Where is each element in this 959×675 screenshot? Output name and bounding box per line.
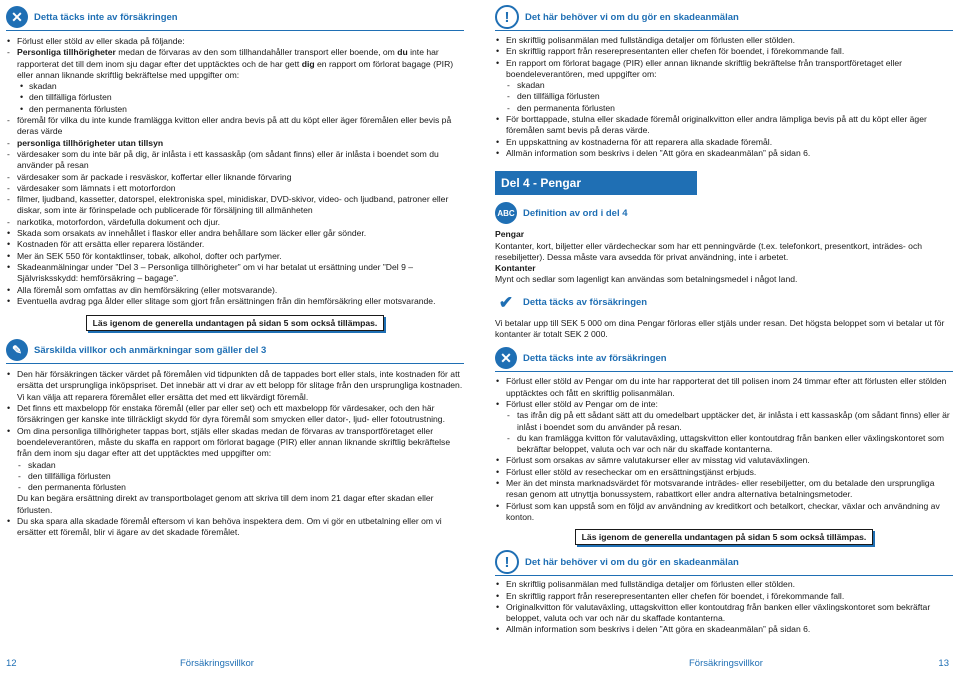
special-conditions-list <box>6 369 464 459</box>
list-item: • En rapport om förlorat bagage (PIR) eller annan liknande skriftlig bekräftelse från transportföretaget eller boendeleverantören, med uppgifter om: <box>495 58 953 81</box>
special-conditions-header <box>6 337 464 364</box>
list-item: • Allmän information som beskrivs i delen ”Att göra en skadeanmälan” på sidan 6. <box>495 624 953 635</box>
list-item: • En uppskattning av kostnaderna för att reparera alla skadade föremål. <box>495 137 953 148</box>
list-item: • Skadeanmälningar under ”Del 3 – Personliga tillhörigheter” om vi har betalat ut ersättning under ”Del 9 – Självrisksskydd: hemförsäkring – bagage”. <box>6 262 464 285</box>
claim-needs-list-2 <box>495 114 953 159</box>
term-pengar: Pengar <box>495 229 525 240</box>
list-item: - du kan framlägga kvitton för valutaväxling, uttagskvitton eller kontoutdrag från banken eller växlingskontoret som bekräftar beloppet, valuta och var och när du skaffade kontanterna. <box>506 433 953 456</box>
x-icon: ✕ <box>495 347 517 369</box>
list-item: • Den här försäkringen täcker värdet på föremålen vid tidpunkten då de tappades bort eller stals, inte kostnaden för att ersätta det ursprungliga inköpspriset. Det innebär att vi drar av ett belopp för slitage från den ursprungliga kostnaden. Vi kan välja att reparera föremålet eller ersätta det med ett likvärdigt föremål. <box>6 369 464 403</box>
header-title: Detta täcks inte av försäkringen <box>34 11 178 23</box>
not-covered-list <box>6 36 464 47</box>
list-item: • den permanenta förlusten <box>17 104 464 115</box>
list-item: • Förlust som kan uppstå som en följd av användning av kreditkort och betalkort, checkar, växlar och användning av konton. <box>495 501 953 524</box>
header-title: Särskilda villkor och anmärkningar som gäller del 3 <box>34 344 267 356</box>
definition-pengar: Kontanter, kort, biljetter eller värdecheckar som har ett penningvärde (t.ex. telefonkort, presentkort, inträdes- och resebiljetter). Dessa måste vara avsedda för privat användning, inte i arbetet. <box>495 240 923 262</box>
list-item: • Originalkvitton för valutaväxling, uttagskvitton eller kontoutdrag från banken eller växlingskontoret som bekräftar beloppet, valuta och var och när du skaffade kontanterna. <box>495 602 953 625</box>
list-item: • För borttappade, stulna eller skadade föremål originalkvitton eller andra lämpliga bevis på att du köpt eller äger föremålen samt bevis på deras värde. <box>495 114 953 137</box>
abc-icon: ABC <box>495 202 517 224</box>
pen-icon: ✎ <box>6 339 28 361</box>
list-item: - föremål för vilka du inte kunde framlägga kvitton eller andra bevis på att du köpt eller äger föremålen eller bevis på deras värde <box>6 115 464 138</box>
special-after-text: Du kan begära ersättning direkt av transportbolaget genom att skriva till dem inom 21 dagar efter skadan eller förlusten. <box>17 493 434 515</box>
header-title: Detta täcks av försäkringen <box>523 297 648 309</box>
x-icon: ✕ <box>6 6 28 28</box>
left-page <box>0 0 470 675</box>
page-number: 12 <box>6 658 17 669</box>
claim-needs-header <box>495 4 953 31</box>
definition-kontanter: Mynt och sedlar som lagenligt kan användas som betalningsmedel i något land. <box>495 274 798 285</box>
definitions-header <box>495 200 953 226</box>
list-item: • den tillfälliga förlusten <box>17 92 464 103</box>
list-item: - skadan <box>506 80 953 91</box>
list-item: • Förlust eller stöld av eller skada på följande: <box>6 36 464 47</box>
list-item: • Förlust eller stöld av resecheckar om en ersättningstjänst erbjuds. <box>495 467 953 478</box>
header-title: Detta täcks inte av försäkringen <box>523 352 667 364</box>
not-covered-list-3 <box>495 455 953 523</box>
not-covered-header-2 <box>495 345 953 372</box>
check-icon: ✔ <box>495 292 517 314</box>
covered-header <box>495 290 953 316</box>
special-last-list <box>6 516 464 539</box>
exclamation-icon: ! <box>495 5 519 29</box>
list-item: • Mer än det minsta marknadsvärdet för motsvarande inträdes- eller resebiljetter, om du betalade den ursprungliga resan genom att utnyttja bonussystem, rabattkort eller andra alternativa betalningsmetoder. <box>495 478 953 501</box>
list-item: • Allmän information som beskrivs i delen ”Att göra en skadeanmälan” på sidan 6. <box>495 148 953 159</box>
list-item: • skadan <box>17 81 464 92</box>
header-title: Definition av ord i del 4 <box>523 207 628 219</box>
claim-needs-sub-list <box>495 80 953 114</box>
list-item: - värdesaker som du inte bär på dig, är inlåsta i ett kassaskåp (om sådant finns) eller är inlåsta i boendet som du använder på resan <box>6 149 464 172</box>
header-title: Det här behöver vi om du gör en skadeanmälan <box>525 556 739 568</box>
list-item: • Förlust eller stöld av Pengar om de inte: <box>495 399 953 410</box>
dash-list-2 <box>6 115 464 228</box>
list-item: • Du ska spara alla skadade föremål eftersom vi kan behöva inspektera dem. Om vi gör en utbetalning eller om vi ersätter ett föremål, blir vi ägare av det skadade föremålet. <box>6 516 464 539</box>
page-number: 13 <box>938 658 949 669</box>
list-item: - den permanenta förlusten <box>506 103 953 114</box>
claim-needs-list <box>495 35 953 80</box>
list-item: - den tillfälliga förlusten <box>17 471 464 482</box>
list-item: - skadan <box>17 460 464 471</box>
list-item: • En skriftlig polisanmälan med fullständiga detaljer om förlusten eller stölden. <box>495 579 953 590</box>
dash-list <box>6 47 464 81</box>
header-title: Det här behöver vi om du gör en skadeanmälan <box>525 11 739 23</box>
list-item: • En skriftlig polisanmälan med fullständiga detaljer om förlusten eller stölden. <box>495 35 953 46</box>
not-covered-sub-list <box>495 410 953 455</box>
sub-list <box>6 81 464 115</box>
footer-title: Försäkringsvillkor <box>689 658 763 669</box>
not-covered-list-2 <box>495 376 953 410</box>
list-item: - Personliga tillhörigheter medan de förvaras av den som tillhandahåller transport eller boende, om du inte har rapporterat det till dem inom sju dagar efter det upptäcktes och de har gett dig en rapport om förlorat bagage (PIR) eller annan liknande skriftlig bekräftelse med uppgifter om: <box>6 47 464 81</box>
special-sub-list <box>6 460 464 494</box>
list-item: • Skada som orsakats av innehållet i flaskor eller andra behållare som läcker eller går sönder. <box>6 228 464 239</box>
general-exclusions-note: Läs igenom de generella undantagen på sidan 5 som också tillämpas. <box>86 315 385 331</box>
list-item: • Om dina personliga tillhörigheter tappas bort, stjäls eller skadas medan de förvaras av transportföretaget eller boendeleverantören, måste du skaffa en rapport om förlorat bagage (PIR) eller annan liknande skriftlig bekräftelse från dem inom sju dagar efter att det upptäcktes med uppgifter om: <box>6 426 464 460</box>
list-item: - filmer, ljudband, kassetter, datorspel, elektroniska spel, minidiskar, DVD-skivor, video- och ljudband, patroner eller diskar, som inte är förinspelade och publicerade för försäljning till allmänheten <box>6 194 464 217</box>
not-covered-header <box>6 4 464 31</box>
general-exclusions-note-2: Läs igenom de generella undantagen på sidan 5 som också tillämpas. <box>575 529 874 545</box>
list-item: • Förlust som orsakas av sämre valutakurser eller av misstag vid valutaväxlingen. <box>495 455 953 466</box>
term-kontanter: Kontanter <box>495 263 536 274</box>
list-item: - den permanenta förlusten <box>17 482 464 493</box>
list-item: • Det finns ett maxbelopp för enstaka föremål (eller par eller set) och ett maxbelopp för värdesaker, och den här försäkringen ger kanske inte tillräckligt skydd för dyra föremål som smycken eller dator-, ljud- eller fotoutrustning. <box>6 403 464 426</box>
list-item: - den tillfälliga förlusten <box>506 91 953 102</box>
list-item: • Förlust eller stöld av Pengar om du inte har rapporterat det till polisen inom 24 timmar efter att förlusten eller stölden upptäcktes och fått en skriftlig polisanmälan. <box>495 376 953 399</box>
list-item: - narkotika, motorfordon, värdefulla dokument och djur. <box>6 217 464 228</box>
list-item: - tas ifrån dig på ett sådant sätt att du omedelbart upptäcker det, är inlåsta i ett kassaskåp (om sådant finns) eller är inlåst i boendet som du använder på resan. <box>506 410 953 433</box>
right-page <box>489 0 959 675</box>
claim-needs-header-2 <box>495 549 953 576</box>
list-item: • Eventuella avdrag pga ålder eller slitage som gjort från ersättningen från din hemförsäkring eller motsvarande. <box>6 296 464 307</box>
covered-text: Vi betalar upp till SEK 5 000 om dina Pengar förloras eller stjäls under resan. Det högsta beloppet som vi betalar ut för kontanter är totalt SEK 2 000. <box>495 317 945 340</box>
right-column <box>495 4 953 636</box>
list-item: • Mer än SEK 550 för kontaktlinser, tobak, alkohol, dofter och parfymer. <box>6 251 464 262</box>
list-item: • Kostnaden för att ersätta eller reparera löständer. <box>6 239 464 250</box>
dots-list <box>6 228 464 307</box>
list-item: • En skriftlig rapport från reserepresentanten eller chefen för boendet, i förekommande fall. <box>495 591 953 602</box>
footer-title: Försäkringsvillkor <box>180 658 254 669</box>
list-item: - värdesaker som är packade i resväskor, koffertar eller liknande förvaring <box>6 172 464 183</box>
section-title: Del 4 - Pengar <box>495 171 697 195</box>
list-item: - värdesaker som lämnats i ett motorfordon <box>6 183 464 194</box>
list-item: • Alla föremål som omfattas av din hemförsäkring (eller motsvarande). <box>6 285 464 296</box>
exclamation-icon: ! <box>495 550 519 574</box>
list-item: • En skriftlig rapport från reserepresentanten eller chefen för boendet, i förekommande fall. <box>495 46 953 57</box>
claim-needs-list-3 <box>495 579 953 635</box>
left-column <box>6 4 464 539</box>
list-item: - personliga tillhörigheter utan tillsyn <box>6 138 464 149</box>
